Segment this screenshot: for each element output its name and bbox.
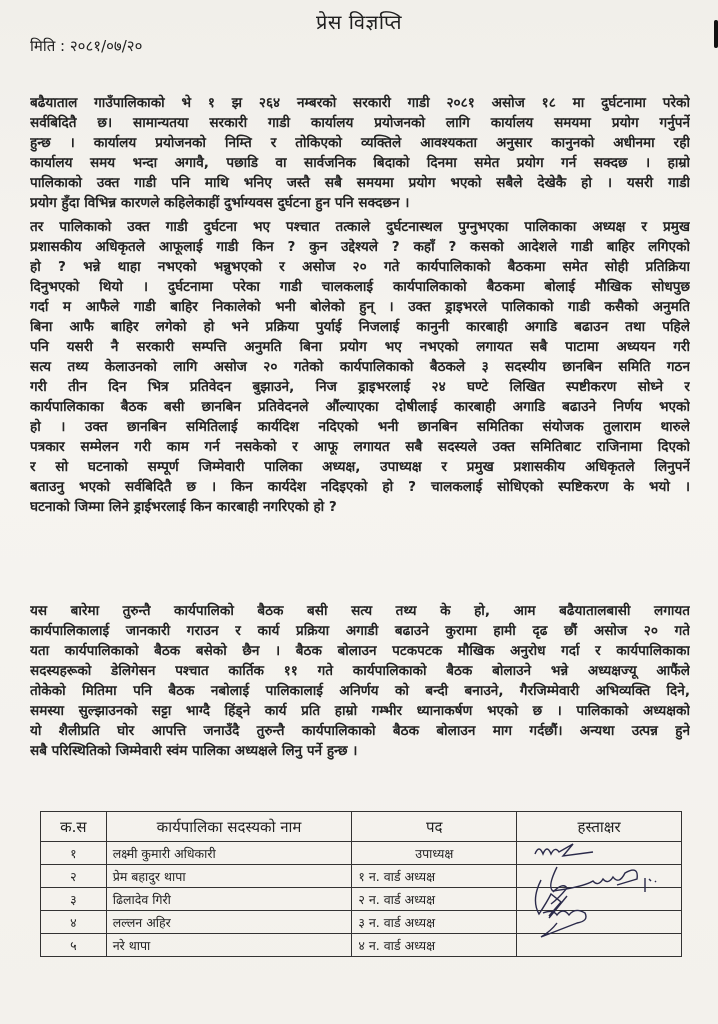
paragraph-line: प्रशासकीय अधिकृतले आफूलाई गाडी किन ? कुन उद्देश्यले ? कहाँ ? कसको आदेशले गाडी बाहिर लगिएको bbox=[30, 239, 690, 255]
paragraph-1 bbox=[30, 93, 690, 213]
table-row bbox=[41, 911, 682, 934]
post-cell: उपाध्यक्ष bbox=[352, 842, 517, 865]
signature-cell-empty bbox=[517, 934, 682, 957]
header-signature: हस्ताक्षर bbox=[517, 812, 682, 842]
paragraph-line: प्रयोग हुँदा विभिन्न कारणले कहिलेकाहीं दुर्भाग्यवस दुर्घटना हुन पनि सक्दछन । bbox=[30, 195, 410, 211]
paragraph-line: पत्रकार सम्मेलन गरी काम गर्न नसकेको र आफू लगायत सबै सदस्यले उक्त समितिबाट राजिनामा दिएको bbox=[30, 439, 690, 455]
table-row bbox=[41, 934, 682, 957]
header-post: पद bbox=[352, 812, 517, 842]
paragraph-line: यस बारेमा तुरुन्तै कार्यपालिको बैठक बसी सत्य तथ्य के हो, आम बढैयातालबासी लगायत bbox=[30, 603, 690, 619]
paragraph-line: र सो घटनाको सम्पूर्ण जिम्मेवारी पालिका अध्यक्ष, उपाध्यक्ष र प्रमुख प्रशासकीय अधिकृतले लिनुपर्ने bbox=[30, 459, 690, 475]
header-serial: क.स bbox=[41, 812, 107, 842]
paragraph-line: कार्यालय समय भन्दा अगावै, पछाडि वा सार्वजनिक बिदाको दिनमा समेत प्रयोग गर्न सक्दछ । हाम्रो bbox=[30, 155, 690, 171]
paragraph-line: दिनुभएको थियो । दुर्घटनामा परेका गाडी चालकलाई कार्यपालिकाको बैठकमा बोलाई मौखिक सोधपुछ bbox=[30, 279, 690, 295]
document-title: प्रेस विज्ञप्ति bbox=[315, 10, 403, 34]
member-name-cell: लल्लन अहिर bbox=[106, 911, 352, 934]
post-cell: ४ न. वार्ड अध्यक्ष bbox=[352, 934, 517, 957]
serial-cell: २ bbox=[41, 865, 107, 888]
header-member-name: कार्यपालिका सदस्यको नाम bbox=[106, 812, 352, 842]
paragraph-line: सबै परिस्थितिको जिम्मेवारी स्वंम पालिका अध्यक्षले लिनु पर्ने हुन्छ । bbox=[30, 743, 358, 759]
paragraph-line: कार्यपालिकाका बैठक बसी छानबिन प्रतिवेदनले औंल्याएका दोषीलाई कारबाही अगाडि बढाउने निर्णय भएको bbox=[30, 399, 690, 415]
paragraph-line: गर्दा म आफैले गाडी बाहिर निकालेको भनी बोलेकाे हुन् । उक्त ड्राइभरले पालिकाको गाडी कसैको अनुमति bbox=[30, 299, 690, 315]
serial-cell: ५ bbox=[41, 934, 107, 957]
post-cell: १ न. वार्ड अध्यक्ष bbox=[352, 865, 517, 888]
serial-cell: ४ bbox=[41, 911, 107, 934]
paragraph-line: यता कार्यपालिकाको बैठक बसेको छैन । बैठक बोलाउन पटकपटक मौखिक अनुरोध गर्दा र कार्यपालिकाका bbox=[30, 643, 690, 659]
paragraph-line: घटनाको जिम्मा लिने ड्राईभरलाई किन कारबाही नगरिएको हो ? bbox=[30, 499, 337, 515]
paragraph-line: कार्यपालिकालाई जानकारी गराउन र कार्य प्रक्रिया अगाडी बढाउने कुरामा हामी दृढ छौं असोज २० गते bbox=[30, 623, 690, 639]
member-name-cell: प्रेम बहादुर थापा bbox=[106, 865, 352, 888]
post-cell: ३ न. वार्ड अध्यक्ष bbox=[352, 911, 517, 934]
paragraph-3 bbox=[30, 601, 690, 761]
paragraph-line: पनि यसरी नै सरकारी सम्पत्ति अनुमति बिना प्रयोग भए नभएको लगायत सबै पाटामा अध्ययन गरी bbox=[30, 339, 690, 355]
paragraph-line: बताउनु भएको सर्वबिदितै छ । किन कार्यदेश नदिइएको हो ? चालकलाई सोधिएको स्पष्टिकरण के भयो । bbox=[30, 479, 690, 495]
member-name-cell: लक्ष्मी कुमारी अधिकारी bbox=[106, 842, 352, 865]
member-name-cell: ढिलादेव गिरी bbox=[106, 888, 352, 911]
paragraph-line: हो ? भन्ने थाहा नभएको भन्नुभएको र असोज २० गते कार्यपालिकाको बैठकमा समेत सोही प्रतिक्रिया bbox=[30, 259, 690, 275]
paragraph-line: सदस्यहरूको डेलिगेसन पश्चात कार्तिक ११ गते कार्यपालिकाको बैठक बोलाउने भन्ने अध्यक्षज्यू आफैंले bbox=[30, 663, 690, 679]
paragraph-line: गरी तीन दिन भित्र प्रतिवेदन बुझाउने, निज ड्राइभरलाई २४ घण्टे लिखित स्पष्टीकरण सोध्ने र bbox=[30, 379, 690, 395]
paragraph-line: बढैयाताल गाउँपालिकाको भे १ झ २६४ नम्बरको सरकारी गाडी २०८१ असोज १८ मा दुर्घटनामा परेको bbox=[30, 95, 690, 111]
member-name-cell: नरे थापा bbox=[106, 934, 352, 957]
paragraph-line: बिना आफै बाहिर लगेको हो भने प्रक्रिया पुर्याई निजलाई कानुनी कारबाही अगाडि बढाउन तथा पहिले bbox=[30, 319, 690, 335]
paragraph-line: सत्य तथ्य केलाउनको लागि असोज २० गतेको कार्यपालिकाको बैठकले ३ सदस्यीय छानबिन समिति गठन bbox=[30, 359, 690, 375]
paragraph-line: सर्वबिदितै छ। सामान्यतया सरकारी गाडी कार्यालय प्रयोजनको लागि कार्यालय समयमा प्रयोग गर्नुपर्ने bbox=[30, 115, 690, 131]
members-signature-table bbox=[40, 811, 682, 957]
paragraph-line: समस्या सुल्झाउनको सट्टा भाग्दै हिंड्ने कार्य प्रति हाम्रो गम्भीर ध्यानाकर्षण भएको छ । पालिकाको अध्यक्षको bbox=[30, 703, 690, 719]
serial-cell: १ bbox=[41, 842, 107, 865]
post-cell: २ न. वार्ड अध्यक्ष bbox=[352, 888, 517, 911]
paragraph-line: पालिकाको उक्त गाडी पनि माथि भनिए जस्तै सबै समयमा प्रयोग भएको सबैले देखेकै हो । यसरी गाडी bbox=[30, 175, 690, 191]
serial-cell: ३ bbox=[41, 888, 107, 911]
signature-cell bbox=[517, 911, 682, 934]
paragraph-2 bbox=[30, 217, 690, 517]
paragraph-line: हो । उक्त छानबिन समितिलाई कार्यदिश नदिएको भनी छानबिन समितिका संयोजक तुलाराम थारुले bbox=[30, 419, 690, 435]
paragraph-line: तोकेको मितिमा पनि बैठक नबोलाई पालिकालाई अनिर्णय को बन्दी बनाउने, गैरजिम्मेवारी अभिव्यक्ति दिने, bbox=[30, 683, 690, 699]
paragraph-line: हुन्छ । कार्यालय प्रयोजनको निम्ति र तोकिएको व्यक्तिले आवश्यकता अनुसार कानुनको अधीनमा रही bbox=[30, 135, 690, 151]
paragraph-line: यो शैलीप्रति घोर आपत्ति जनाउँदै तुरुन्तै कार्यपालिकाको बैठक बोलाउन माग गर्दछौं। अन्यथा उत्पन्न हुने bbox=[30, 723, 690, 739]
paragraph-line: तर पालिकाको उक्त गाडी दुर्घटना भए पश्चात तत्काले दुर्घटनास्थल पुग्नुभएका पालिकाका अध्यक्ष र प्रमुख bbox=[30, 219, 690, 235]
document-date: मिति : २०८१/०७/२० bbox=[30, 37, 143, 55]
